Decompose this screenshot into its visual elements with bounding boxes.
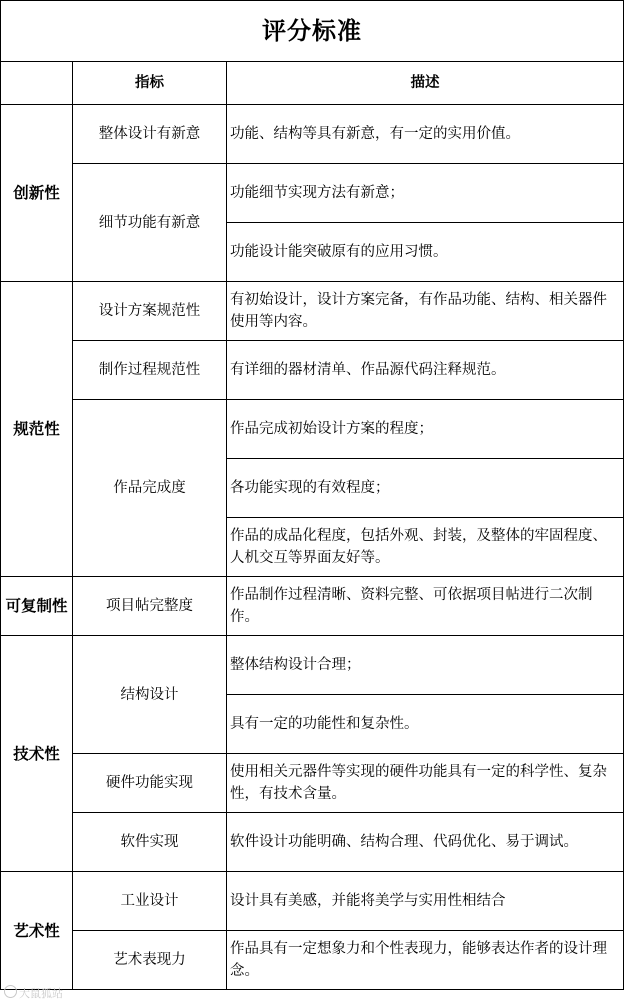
description-cell: 作品制作过程清晰、资料完整、可依据项目帖进行二次制作。 [227, 577, 624, 636]
category-artistic: 艺术性 [1, 872, 73, 990]
indicator-cell: 设计方案规范性 [73, 282, 227, 341]
description-cell: 作品具有一定想象力和个性表现力，能够表达作者的设计理念。 [227, 931, 624, 990]
indicator-cell: 整体设计有新意 [73, 105, 227, 164]
header-category [1, 62, 73, 105]
indicator-cell: 软件实现 [73, 813, 227, 872]
watermark [4, 985, 63, 1001]
category-technical: 技术性 [1, 636, 73, 872]
description-cell: 功能设计能突破原有的应用习惯。 [227, 223, 624, 282]
watermark-text: 大鼠狐站 [19, 987, 63, 1000]
category-innovation: 创新性 [1, 105, 73, 282]
description-cell: 有初始设计，设计方案完备，有作品功能、结构、相关器件使用等内容。 [227, 282, 624, 341]
indicator-cell: 艺术表现力 [73, 931, 227, 990]
indicator-cell: 制作过程规范性 [73, 341, 227, 400]
description-cell: 具有一定的功能性和复杂性。 [227, 695, 624, 754]
description-cell: 使用相关元器件等实现的硬件功能具有一定的科学性、复杂性，有技术含量。 [227, 754, 624, 813]
indicator-cell: 工业设计 [73, 872, 227, 931]
header-indicator: 指标 [73, 62, 227, 105]
indicator-cell: 作品完成度 [73, 400, 227, 577]
description-cell: 设计具有美感，并能将美学与实用性相结合 [227, 872, 624, 931]
table-title: 评分标准 [1, 1, 624, 62]
description-cell: 功能、结构等具有新意，有一定的实用价值。 [227, 105, 624, 164]
category-standard: 规范性 [1, 282, 73, 577]
indicator-cell: 项目帖完整度 [73, 577, 227, 636]
description-cell: 软件设计功能明确、结构合理、代码优化、易于调试。 [227, 813, 624, 872]
description-cell: 作品的成品化程度，包括外观、封装，及整体的牢固程度、人机交互等界面友好等。 [227, 518, 624, 577]
header-description: 描述 [227, 62, 624, 105]
indicator-cell: 结构设计 [73, 636, 227, 754]
indicator-cell: 细节功能有新意 [73, 164, 227, 282]
indicator-cell: 硬件功能实现 [73, 754, 227, 813]
category-reproducible: 可复制性 [1, 577, 73, 636]
description-cell: 有详细的器材清单、作品源代码注释规范。 [227, 341, 624, 400]
watermark-logo-icon [4, 985, 17, 998]
description-cell: 功能细节实现方法有新意； [227, 164, 624, 223]
description-cell: 作品完成初始设计方案的程度； [227, 400, 624, 459]
description-cell: 各功能实现的有效程度； [227, 459, 624, 518]
description-cell: 整体结构设计合理； [227, 636, 624, 695]
